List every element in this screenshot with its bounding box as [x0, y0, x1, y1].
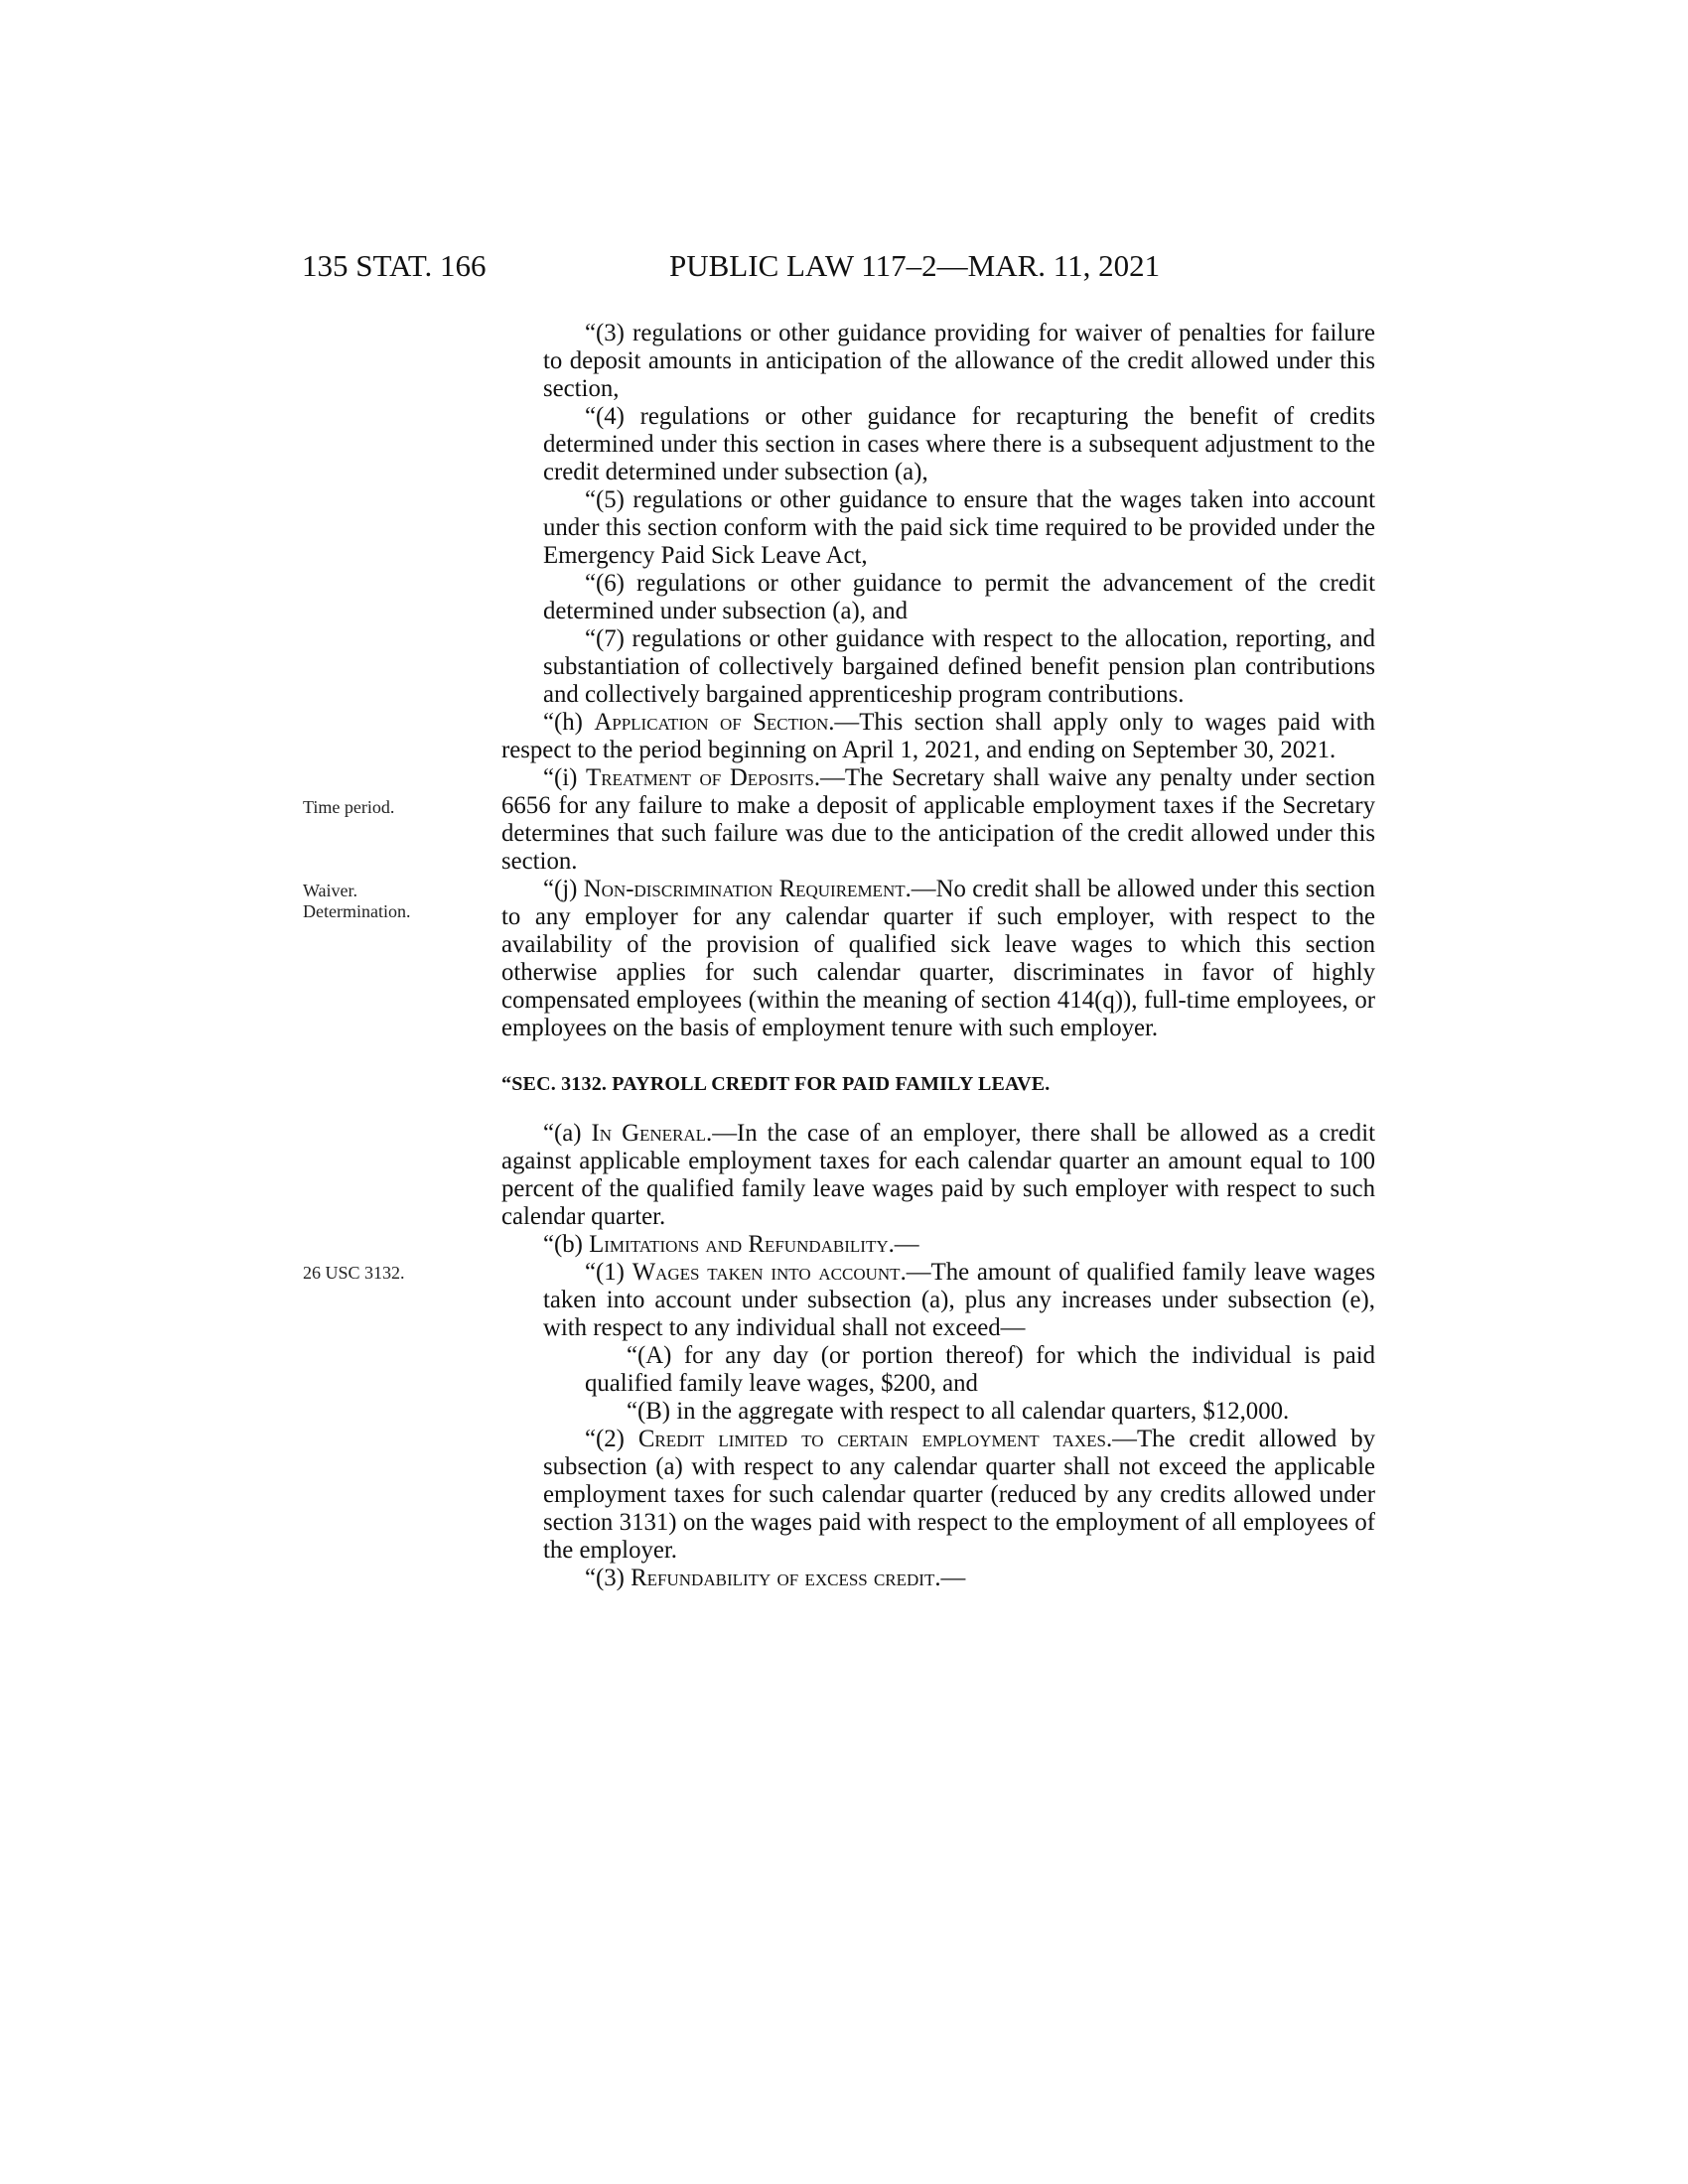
paragraph-b1-body: .—The amount of qualified family leave wages taken into account under subsection (a), plus any increases under subsection (e), with respect to any individual shall not exceed— — [543, 1259, 1375, 1341]
section-heading: “SEC. 3132. PAYROLL CREDIT FOR PAID FAMILY LEAVE. — [501, 1073, 1051, 1095]
subsection-i-heading: Treatment of Deposits — [586, 764, 814, 791]
paragraph-3: “(3) regulations or other guidance providing for waiver of penalties for failure to deposit amounts in anticipation of the allowance of the credit allowed under this section, — [543, 320, 1375, 402]
subsection-b-body: .— — [888, 1231, 919, 1258]
paragraph-5: “(5) regulations or other guidance to ensure that the wages taken into account under this section conform with the paid sick time required to be provided under the Emergency Paid Sick Leave Act, — [543, 486, 1375, 569]
paragraph-b3-body: .— — [934, 1565, 966, 1591]
subsection-b-lead: “(b) — [543, 1231, 590, 1258]
margin-note-time-period: Time period. — [303, 797, 395, 817]
subsection-h — [501, 709, 1375, 764]
subsection-j-body: .—No credit shall be allowed under this section to any employer for any calendar quarter if such employer, with respect to the availability of the provision of qualified sick leave wages to which this section otherwise applies for such calendar quarter, discriminates in favor of highly compensated employees (within the meaning of section 414(q)), full-time employees, or employees on the basis of employment tenure with such employer. — [501, 876, 1375, 1041]
paragraph-7: “(7) regulations or other guidance with respect to the allocation, reporting, and substantiation of collectively bargained defined benefit pension plan contributions and collectively bargained apprenticeship program contributions. — [543, 625, 1375, 708]
margin-note-waiver: Waiver. — [303, 881, 358, 900]
paragraph-b2-lead: “(2) — [585, 1426, 638, 1452]
subsection-a-lead: “(a) — [543, 1120, 592, 1147]
subsection-h-heading: Application of Section — [594, 709, 829, 736]
statute-body — [501, 320, 1375, 1592]
paragraph-6: “(6) regulations or other guidance to permit the advancement of the credit determined under subsection (a), and — [543, 570, 1375, 624]
law-title: PUBLIC LAW 117–2—MAR. 11, 2021 — [669, 248, 1161, 283]
subsection-a-body: .—In the case of an employer, there shall be allowed as a credit against applicable employment taxes for each calendar quarter an amount equal to 100 percent of the qualified family leave wages paid by such employer with respect to such calendar quarter. — [501, 1120, 1375, 1230]
subsection-j — [501, 876, 1375, 1042]
page-number: 135 STAT. 166 — [302, 248, 487, 283]
paragraph-b1-lead: “(1) — [585, 1259, 633, 1286]
paragraph-b2-body: .—The credit allowed by subsection (a) with respect to any calendar quarter shall not exceed the applicable employment taxes for such calendar quarter (reduced by any credits allowed under section 3131) on the wages paid with respect to the employment of all employees of the employer. — [543, 1426, 1375, 1564]
paragraph-b3-lead: “(3) — [585, 1565, 632, 1591]
paragraph-b3-heading: Refundability of excess credit — [631, 1565, 935, 1591]
paragraph-b1-heading: Wages taken into account — [632, 1259, 901, 1286]
paragraph-b2-heading: Credit limited to certain employment taxes — [637, 1426, 1106, 1452]
subsection-i-lead: “(i) — [543, 764, 587, 791]
paragraph-4: “(4) regulations or other guidance for recapturing the benefit of credits determined under this section in cases where there is a subsequent adjustment to the credit determined under subsection (a), — [543, 403, 1375, 485]
subsection-h-lead: “(h) — [543, 709, 595, 736]
subsection-a-heading: In General — [591, 1120, 707, 1147]
paragraph-b1 — [501, 1259, 1375, 1342]
subsection-h-body: .—This section shall apply only to wages paid with respect to the period beginning on April 1, 2021, and ending on September 30, 2021. — [501, 709, 1375, 763]
subparagraph-b1-A: “(A) for any day (or portion thereof) for which the individual is paid qualified family leave wages, $200, and — [585, 1342, 1375, 1397]
margin-note-determination: Determination. — [303, 901, 411, 921]
subsection-i — [501, 764, 1375, 876]
margin-note-usc: 26 USC 3132. — [303, 1263, 405, 1283]
subsection-b — [501, 1231, 1375, 1259]
paragraph-b3 — [501, 1565, 1375, 1592]
subsection-a — [501, 1120, 1375, 1231]
subsection-j-lead: “(j) — [543, 876, 584, 902]
subsection-b-heading: Limitations and Refundability — [589, 1231, 889, 1258]
paragraph-b2 — [501, 1426, 1375, 1565]
subsection-i-body: .—The Secretary shall waive any penalty under section 6656 for any failure to make a deposit of applicable employment taxes if the Secretary determines that such failure was due to the anticipation of the credit allowed under this section. — [501, 764, 1375, 875]
running-header — [302, 248, 1374, 288]
subsection-j-heading: Non-discrimination Requirement — [583, 876, 906, 902]
subparagraph-b1-B: “(B) in the aggregate with respect to all calendar quarters, $12,000. — [627, 1398, 1290, 1425]
